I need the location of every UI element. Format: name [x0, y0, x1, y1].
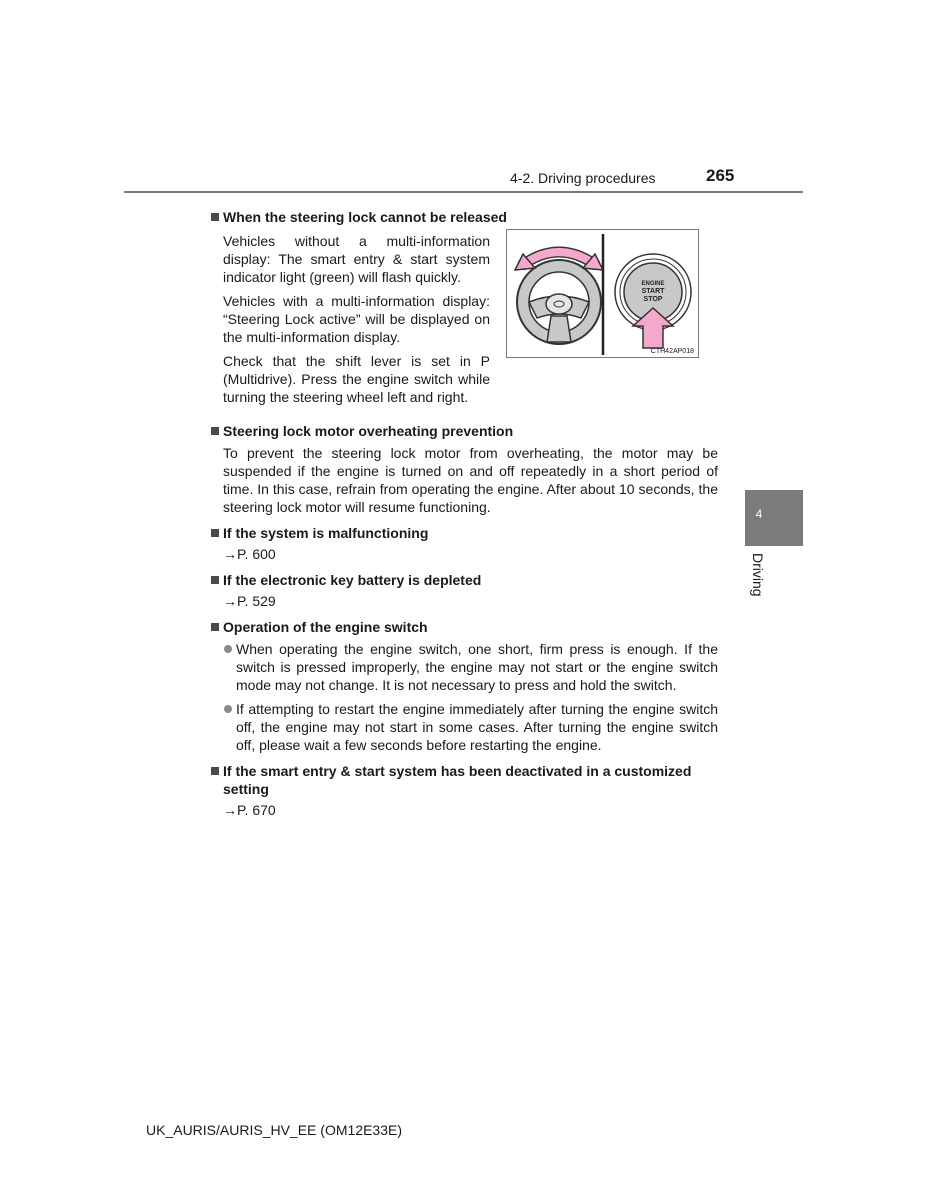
chapter-label: Driving [750, 553, 766, 597]
operation-bullet-1: When operating the engine switch, one short, firm press is enough. If the switch is pressed improperly, the engine may not start or the engine switch mode may not change. It is not necessary to press and hold the switch. [210, 640, 718, 694]
footer-code: UK_AURIS/AURIS_HV_EE (OM12E33E) [146, 1122, 402, 1138]
header-divider [124, 191, 803, 193]
battery-ref: →P. 529 [223, 593, 276, 609]
page-content [210, 200, 718, 819]
heading-overheat: Steering lock motor overheating prevention [210, 422, 718, 440]
heading-operation: Operation of the engine switch [210, 618, 718, 636]
steering-lock-para-3: Check that the shift lever is set in P (Multidrive). Press the engine switch while turning the steering wheel left and right. [223, 353, 490, 405]
figure-code: CTH42AP018 [650, 348, 694, 355]
deactivated-ref: →P. 670 [223, 802, 276, 818]
page-number: 265 [706, 166, 735, 185]
operation-bullet-2: If attempting to restart the engine immediately after turning the engine switch off, the engine may not start in some cases. After turning the engine switch off, please wait a few seconds before restarting the engine. [210, 700, 718, 754]
chapter-tab [745, 490, 803, 546]
overheat-para: To prevent the steering lock motor from overheating, the motor may be suspended if the engine is turned on and off repeatedly in a short period of time. In this case, refrain from operating the engine. After about 10 seconds, the steering lock motor will resume functioning. [223, 445, 718, 515]
heading-malfunction: If the system is malfunctioning [210, 524, 718, 542]
steering-lock-para-2: Vehicles with a multi-information display: “Steering Lock active” will be displayed on the multi-information display. [223, 293, 490, 345]
heading-battery: If the electronic key battery is depleted [210, 571, 718, 589]
chapter-number: 4 [755, 507, 763, 521]
malfunction-ref: →P. 600 [223, 546, 276, 562]
steering-lock-para-1: Vehicles without a multi-information display: The smart entry & start system indicator light (green) will flash quickly. [223, 233, 490, 285]
button-label-stop: STOP [643, 296, 663, 303]
heading-deactivated: If the smart entry & start system has been deactivated in a customized setting [210, 762, 718, 798]
button-label-engine: ENGINE [641, 281, 665, 287]
section-title: 4-2. Driving procedures [510, 170, 656, 186]
heading-steering-lock: When the steering lock cannot be released [210, 208, 718, 226]
button-label-start: START [641, 288, 665, 295]
